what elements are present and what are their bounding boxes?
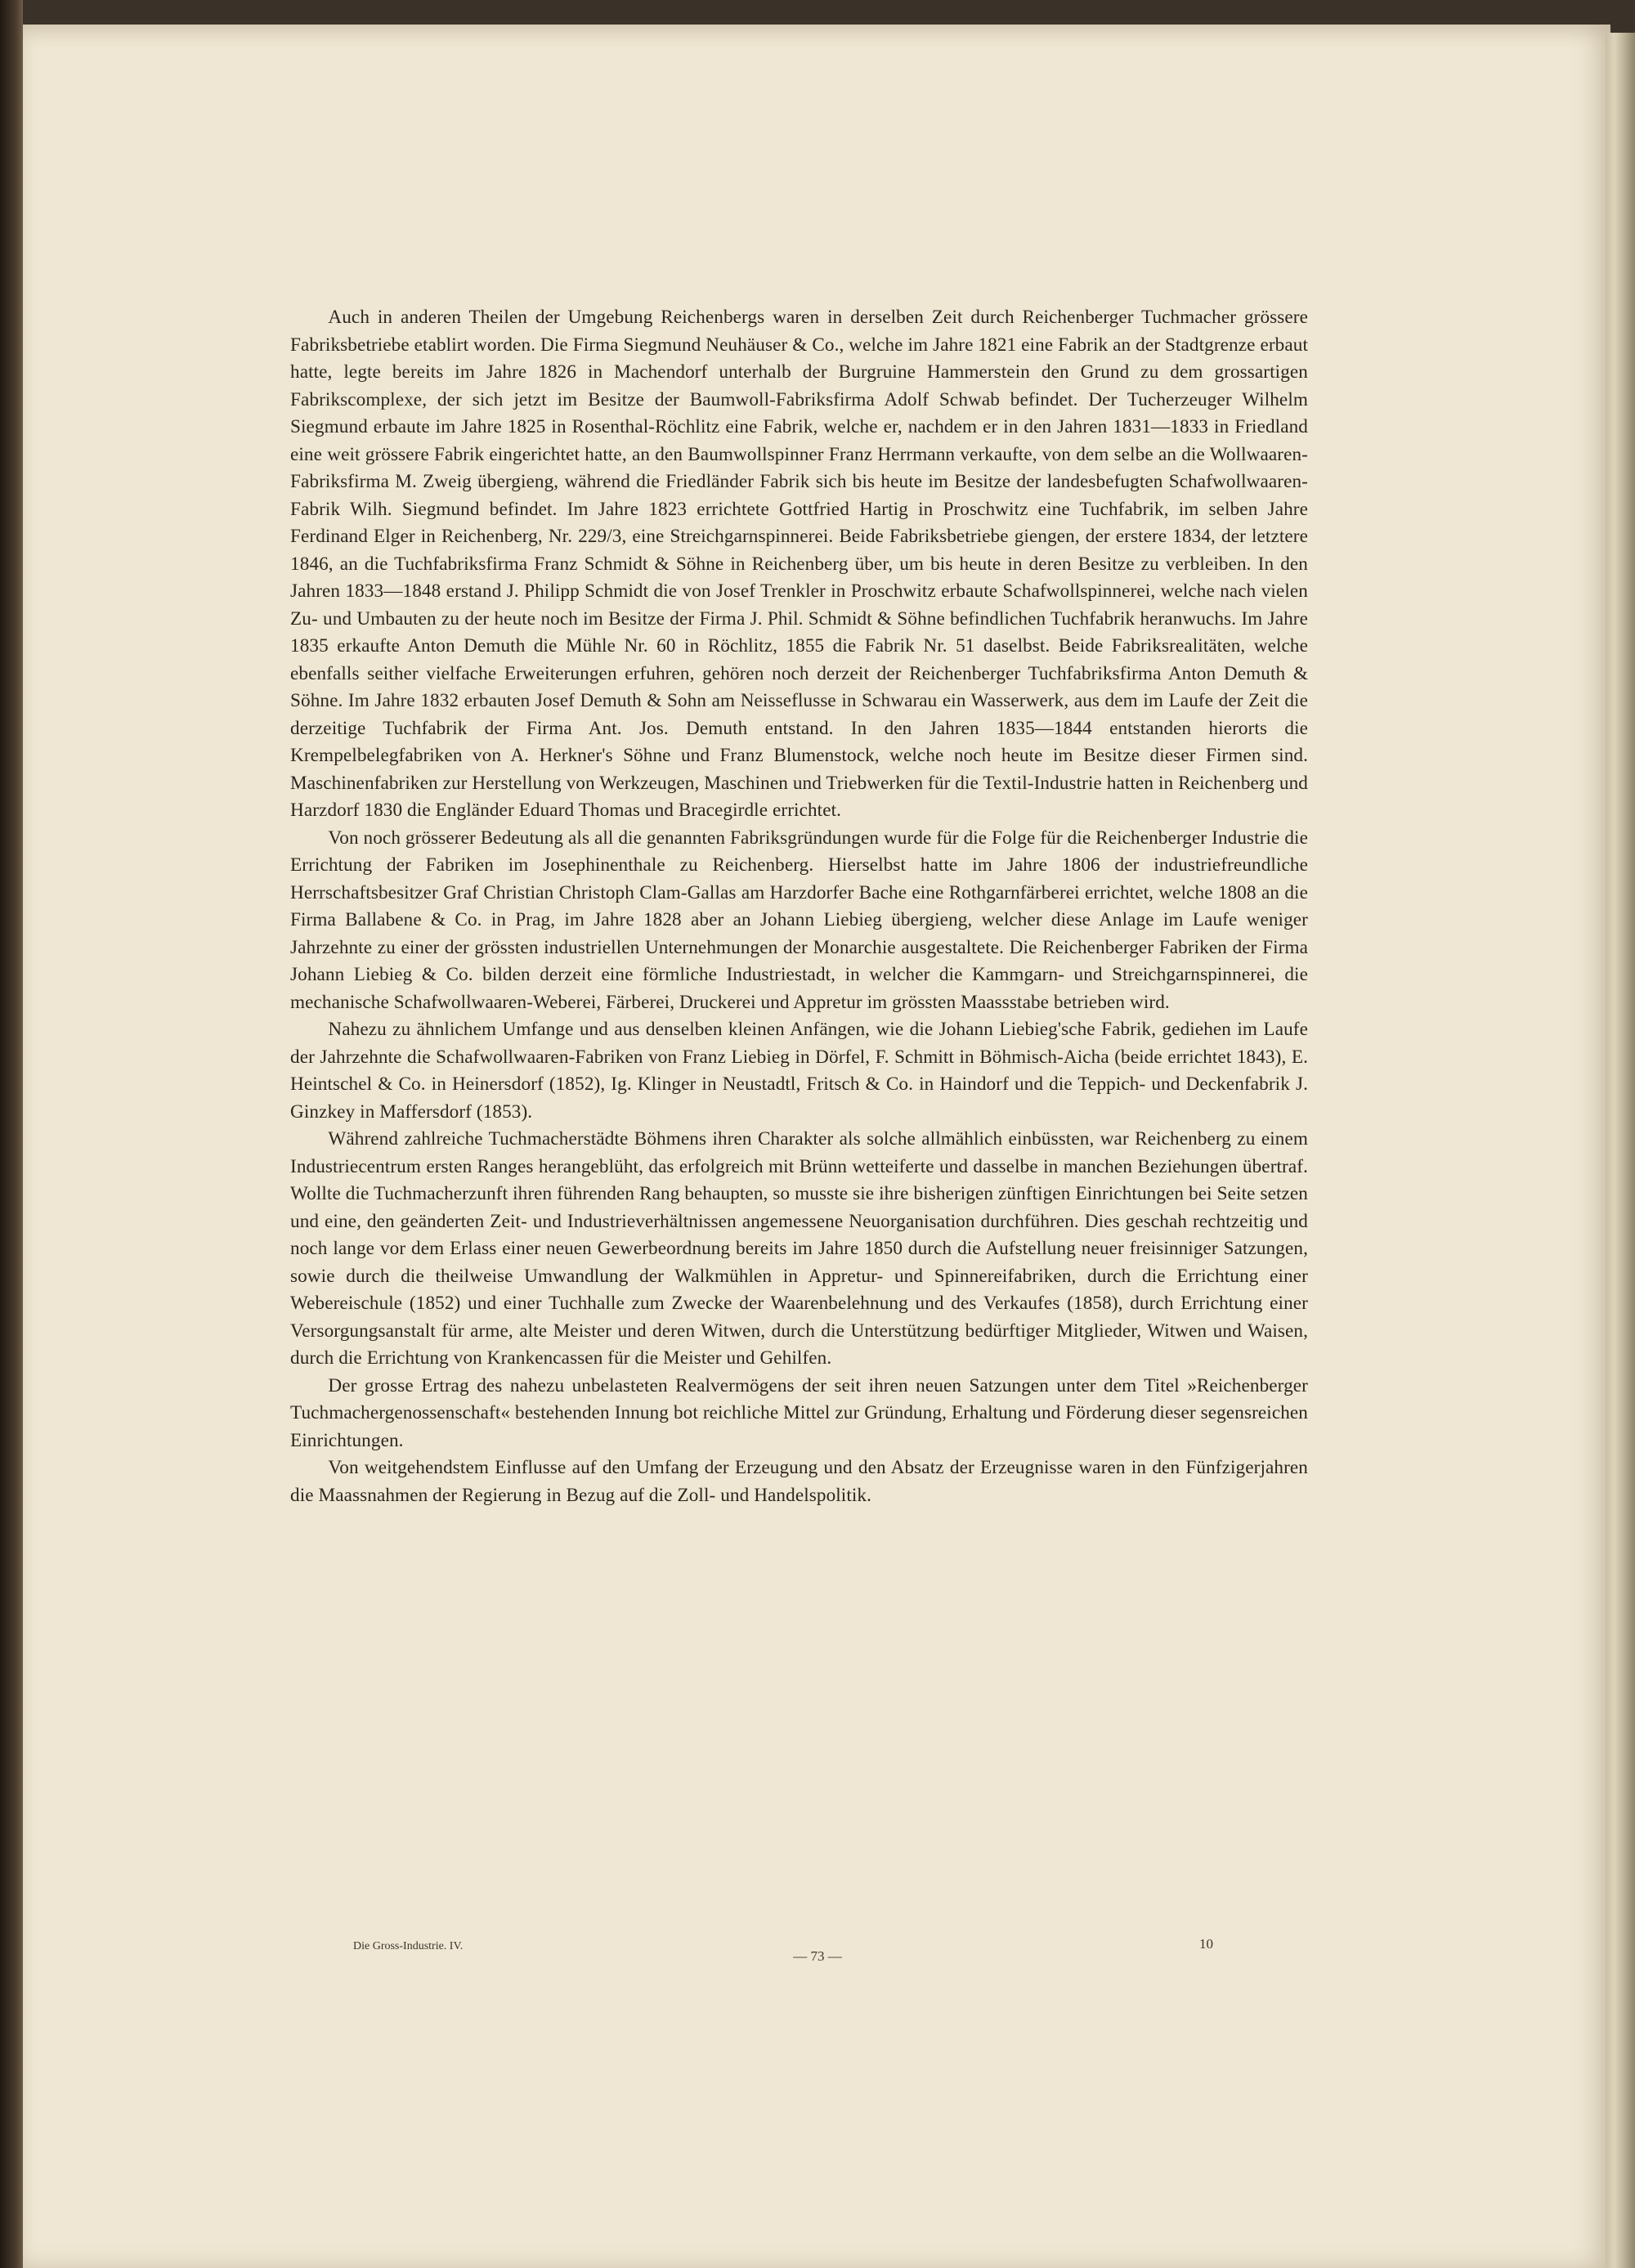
page-number: — 73 — [793,1948,842,1964]
paragraph-3: Nahezu zu ähnlichem Umfange und aus denselben kleinen Anfängen, wie die Johann Liebieg'sche Fabrik, gediehen im Laufe der Jahrzehnte die Schafwollwaaren-Fabriken von Franz Liebieg in Dörfel, F. Schmitt in Böhmisch-Aicha (beide errichtet 1843), E. Heintschel & Co. in Heinersdorf (1852), Ig. Klinger in Neustadtl, Fritsch & Co. in Haindorf und die Teppich- und Deckenfabrik J. Ginzkey in Maffersdorf (1853). [290,1019,1308,1123]
paragraph-4: Während zahlreiche Tuchmacherstädte Böhmens ihren Charakter als solche allmählich einbüssten, war Reichenberg zu einem Industriecentrum ersten Ranges herangeblüht, das erfolgreich mit Brünn wetteiferte und dasselbe in manchen Beziehungen übertraf. Wollte die Tuchmacherzunft ihren führenden Rang behaupten, so musste sie ihre bisherigen zünftigen Einrichtungen bei Seite setzen und eine, den geänderten Zeit- und Industrieverhältnissen angemessene Neuorganisation durchführen. Dies geschah rechtzeitig und noch lange vor dem Erlass einer neuen Gewerbeordnung bereits im Jahre 1850 durch die Aufstellung neuer freisinniger Satzungen, sowie durch die theilweise Umwandlung der Walkmühlen in Appretur- und Spinnereifabriken, durch die Errichtung einer Webereischule (1852) und einer Tuchhalle zum Zwecke der Waarenbelehnung und des Verkaufes (1858), durch Errichtung einer Versorgungsanstalt für arme, alte Meister und deren Witwen, durch die Unterstützung bedürftiger Mitglieder, Witwen und Waisen, durch die Errichtung von Krankencassen für die Meister und Gehilfen. [290,1128,1308,1369]
paragraph-1: Auch in anderen Theilen der Umgebung Reichenbergs waren in derselben Zeit durch Reichenberger Tuchmacher grössere Fabriksbetriebe etablirt worden. Die Firma Siegmund Neuhäuser & Co., welche im Jahre 1821 eine Fabrik an der Stadtgrenze erbaut hatte, legte bereits im Jahre 1826 in Machendorf unterhalb der Burgruine Hammerstein den Grund zu dem grossartigen Fabrikscomplexe, der sich jetzt im Besitze der Baumwoll-Fabriksfirma Adolf Schwab befindet. Der Tucherzeuger Wilhelm Siegmund erbaute im Jahre 1825 in Rosenthal-Röchlitz eine Fabrik, welche er, nachdem er in den Jahren 1831—1833 in Friedland eine weit grössere Fabrik eingerichtet hatte, an den Baumwollspinner Franz Herrmann verkaufte, von dem selbe an die Wollwaaren-Fabriksfirma M. Zweig übergieng, während die Friedländer Fabrik sich bis heute im Besitze der landesbefugten Schafwollwaaren-Fabrik Wilh. Siegmund befindet. Im Jahre 1823 errichtete Gottfried Hartig in Proschwitz eine Tuchfabrik, im selben Jahre Ferdinand Elger in Reichenberg, Nr. 229/3, eine Streichgarnspinnerei. Beide Fabriksbetriebe giengen, der erstere 1834, der letztere 1846, an die Tuchfabriksfirma Franz Schmidt & Söhne in Reichenberg über, um bis heute in deren Besitze zu verbleiben. In den Jahren 1833—1848 erstand J. Philipp Schmidt die von Josef Trenkler in Proschwitz erbaute Schafwollspinnerei, welche nach vielen Zu- und Umbauten zu der heute noch im Besitze der Firma J. Phil. Schmidt & Söhne befindlichen Tuchfabrik heranwuchs. Im Jahre 1835 erkaufte Anton Demuth die Mühle Nr. 60 in Röchlitz, 1855 die Fabrik Nr. 51 daselbst. Beide Fabriksrealitäten, welche ebenfalls seither vielfache Erweiterungen erfuhren, gehören noch derzeit der Reichenberger Tuchfabriksfirma Anton Demuth & Söhne. Im Jahre 1832 erbauten Josef Demuth & Sohn am Neisseflusse in Schwarau ein Wasserwerk, aus dem im Laufe der Zeit die derzeitige Tuchfabrik der Firma Ant. Jos. Demuth entstand. In den Jahren 1835—1844 entstanden hierorts die Krempelbelegfabriken von A. Herkner's Söhne und Franz Blumenstock, welche noch heute im Besitze dieser Firmen sind. Maschinenfabriken zur Herstellung von Werkzeugen, Maschinen und Triebwerken für die Textil-Industrie hatten in Reichenberg und Harzdorf 1830 die Engländer Eduard Thomas und Bracegirdle errichtet. [290,307,1308,821]
page-edge [1606,33,1635,2268]
binding-edge [0,0,23,2268]
paragraph-2: Von noch grösserer Bedeutung als all die genannten Fabriksgründungen wurde für die Folge für die Reichenberger Industrie die Errichtung der Fabriken im Josephinenthale zu Reichenberg. Hierselbst hatte im Jahre 1806 der industriefreundliche Herrschaftsbesitzer Graf Christian Christoph Clam-Gallas am Harzdorfer Bache eine Rothgarnfärberei errichtet, welche 1808 an die Firma Ballabene & Co. in Prag, im Jahre 1828 aber an Johann Liebieg übergieng, welcher diese Anlage im Laufe weniger Jahrzehnte zu einer der grössten industriellen Unternehmungen der Monarchie ausgestaltete. Die Reichenberger Fabriken der Firma Johann Liebieg & Co. bilden derzeit eine förmliche Industriestadt, in welcher die Kammgarn- und Streichgarnspinnerei, die mechanische Schafwollwaaren-Weberei, Färberei, Druckerei und Appretur im grössten Maassstabe betrieben wird. [290,827,1308,1013]
paragraph-5: Der grosse Ertrag des nahezu unbelasteten Realvermögens der seit ihren neuen Satzungen unter dem Titel »Reichenberger Tuchmachergenossenschaft« bestehenden Innung bot reichliche Mittel zur Gründung, Erhaltung und Förderung dieser segensreichen Einrichtungen. [290,1374,1308,1451]
body-text [290,304,1308,1509]
footer-signature: 10 [1199,1936,1213,1952]
paragraph-6: Von weitgehendstem Einflusse auf den Umfang der Erzeugung und den Absatz der Erzeugnisse waren in den Fünfzigerjahren die Maassnahmen der Regierung in Bezug auf die Zoll- und Handelspolitik. [290,1457,1308,1506]
footer-source: Die Gross-Industrie. IV. [353,1940,464,1952]
